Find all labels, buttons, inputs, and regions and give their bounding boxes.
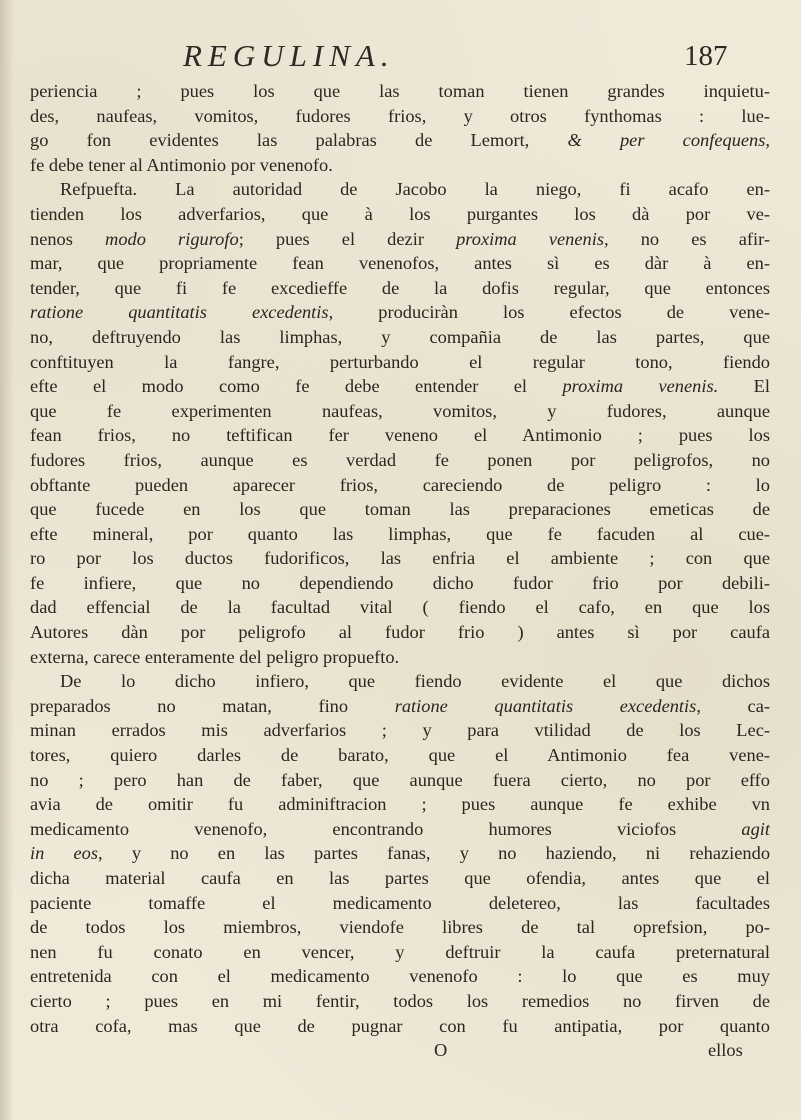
- text-run: que fucede en los que toman las preparaciones emeticas de: [30, 499, 770, 520]
- text-run: efte mineral, por quanto las limphas, que fe facuden al cue-: [30, 523, 770, 544]
- text-run: ro por los ductos fudorificos, las enfria el ambiente ; con que: [30, 548, 770, 569]
- text-run: tores, quiero darles de barato, que el Antimonio fea vene-: [30, 745, 770, 766]
- text-run: que fe experimenten naufeas, vomitos, y fudores, aunque: [30, 400, 770, 421]
- text-run: tienden los adverfarios, que à los purgantes los dà por ve-: [30, 203, 770, 224]
- text-line: [30, 423, 770, 448]
- text-line: [30, 571, 770, 596]
- italic-phrase: & per confequens,: [567, 130, 770, 151]
- text-line: [30, 251, 770, 276]
- italic-phrase: in eos: [30, 843, 99, 864]
- text-line: [30, 841, 770, 866]
- text-line: [30, 300, 770, 325]
- text-run: preparados no matan, fino: [30, 695, 395, 716]
- italic-phrase: ratione quantitatis excedentis: [394, 695, 697, 716]
- text-run: Refpuefta. La autoridad de Jacobo la niego, fi acafo en-: [60, 179, 770, 200]
- text-line: [30, 645, 770, 670]
- text-line: [30, 792, 770, 817]
- text-run: entretenida con el medicamento venenofo : lo que es muy: [30, 966, 770, 987]
- text-line: [30, 153, 770, 178]
- text-line: [30, 325, 770, 350]
- text-line: [30, 448, 770, 473]
- text-run: medicamento venenofo, encontrando humores viciofos: [30, 818, 742, 839]
- text-run: dad effencial de la facultad vital ( fiendo el cafo, en que los: [30, 597, 770, 618]
- text-line: [30, 374, 770, 399]
- italic-phrase: proxima venenis,: [456, 228, 609, 249]
- page-gutter-shadow: [0, 0, 14, 1120]
- catchword: ellos: [708, 1040, 743, 1061]
- text-run: minan errados mis adverfarios ; y para vtilidad de los Lec-: [30, 720, 770, 741]
- text-line: [30, 940, 770, 965]
- text-line: [30, 694, 770, 719]
- text-run: nen fu conato en vencer, y deftruir la caufa preternatural: [30, 941, 770, 962]
- text-run: cierto ; pues en mi fentir, todos los remedios no firven de: [30, 990, 770, 1011]
- text-line: [30, 399, 770, 424]
- text-line: [30, 768, 770, 793]
- text-run: no, deftruyendo las limphas, y compañia de las partes, que: [30, 326, 770, 347]
- text-run: De lo dicho infiero, que fiendo evidente el que dichos: [60, 671, 770, 692]
- text-line: [30, 522, 770, 547]
- text-line: [30, 1014, 770, 1039]
- text-run: El: [718, 376, 770, 397]
- text-line: [30, 128, 770, 153]
- text-line: [30, 79, 770, 104]
- text-run: Autores dàn por peligrofo al fudor frio ) antes sì por caufa: [30, 622, 770, 643]
- text-run: nenos: [30, 228, 106, 249]
- text-line: [30, 104, 770, 129]
- text-run: fe infiere, que no dependiendo dicho fudor frio por debili-: [30, 572, 770, 593]
- text-line: [30, 227, 770, 252]
- text-run: fean frios, no teftifican fer veneno el Antimonio ; pues los: [30, 425, 770, 446]
- text-run: fe debe tener al Antimonio por venenofo.: [30, 154, 333, 175]
- text-run: externa, carece enteramente del peligro propuefto.: [30, 646, 400, 667]
- text-run: obftante pueden aparecer frios, careciendo de peligro : lo: [30, 474, 770, 495]
- text-line: [30, 669, 770, 694]
- text-run: ; pues el dezir: [238, 228, 457, 249]
- text-line: [30, 177, 770, 202]
- text-run: , ca-: [696, 695, 770, 716]
- text-line: [30, 743, 770, 768]
- text-line: [30, 989, 770, 1014]
- text-run: mar, que propriamente fean venenofos, antes sì es dàr à en-: [30, 253, 770, 274]
- page-header: [0, 34, 801, 78]
- text-line: [30, 473, 770, 498]
- text-run: efte el modo como fe debe entender el: [30, 376, 563, 397]
- text-run: conftituyen la fangre, perturbando el regular tono, fiendo: [30, 351, 770, 372]
- text-run: , y no en las partes fanas, y no haziendo, ni rehaziendo: [98, 843, 770, 864]
- text-run: avia de omitir fu adminiftracion ; pues aunque fe exhibe vn: [30, 794, 770, 815]
- text-run: no ; pero han de faber, que aunque fuera cierto, no por effo: [30, 769, 770, 790]
- page-footer: [30, 1038, 770, 1063]
- text-run: tender, que fi fe excedieffe de la dofis regular, que entonces: [30, 277, 770, 298]
- text-line: [30, 817, 770, 842]
- text-line: [30, 276, 770, 301]
- text-line: [30, 497, 770, 522]
- text-run: des, naufeas, vomitos, fudores frios, y otros fynthomas : lue-: [30, 105, 770, 126]
- text-run: fudores frios, aunque es verdad fe ponen por peligrofos, no: [30, 449, 770, 470]
- text-line: [30, 546, 770, 571]
- text-run: , produciràn los efectos de vene-: [328, 302, 770, 323]
- text-line: [30, 202, 770, 227]
- text-line: [30, 595, 770, 620]
- text-run: paciente tomaffe el medicamento deletereo, las facultades: [30, 892, 770, 913]
- text-line: [30, 620, 770, 645]
- text-line: [30, 718, 770, 743]
- signature-mark: O: [434, 1040, 448, 1061]
- italic-phrase: proxima venenis.: [562, 376, 719, 397]
- page-number: 187: [684, 40, 728, 72]
- body-text: [30, 79, 770, 1109]
- text-line: [30, 350, 770, 375]
- italic-phrase: agit: [741, 818, 770, 839]
- italic-phrase: ratione quantitatis excedentis: [30, 302, 329, 323]
- italic-phrase: modo rigurofo: [105, 228, 239, 249]
- text-run: dicha material caufa en las partes que ofendia, antes que el: [30, 868, 770, 888]
- text-run: no es afir-: [608, 228, 770, 249]
- text-run: otra cofa, mas que de pugnar con fu antipatia, por quanto: [30, 1015, 770, 1036]
- text-line: [30, 964, 770, 989]
- text-line: [30, 866, 770, 891]
- text-line: [30, 891, 770, 916]
- running-title: REGULINA.: [183, 38, 395, 73]
- text-line: [30, 915, 770, 940]
- text-run: de todos los miembros, viendofe libres de tal oprefsion, po-: [30, 917, 770, 938]
- text-run: periencia ; pues los que las toman tienen grandes inquietu-: [30, 81, 770, 101]
- text-run: go fon evidentes las palabras de Lemort,: [30, 130, 568, 151]
